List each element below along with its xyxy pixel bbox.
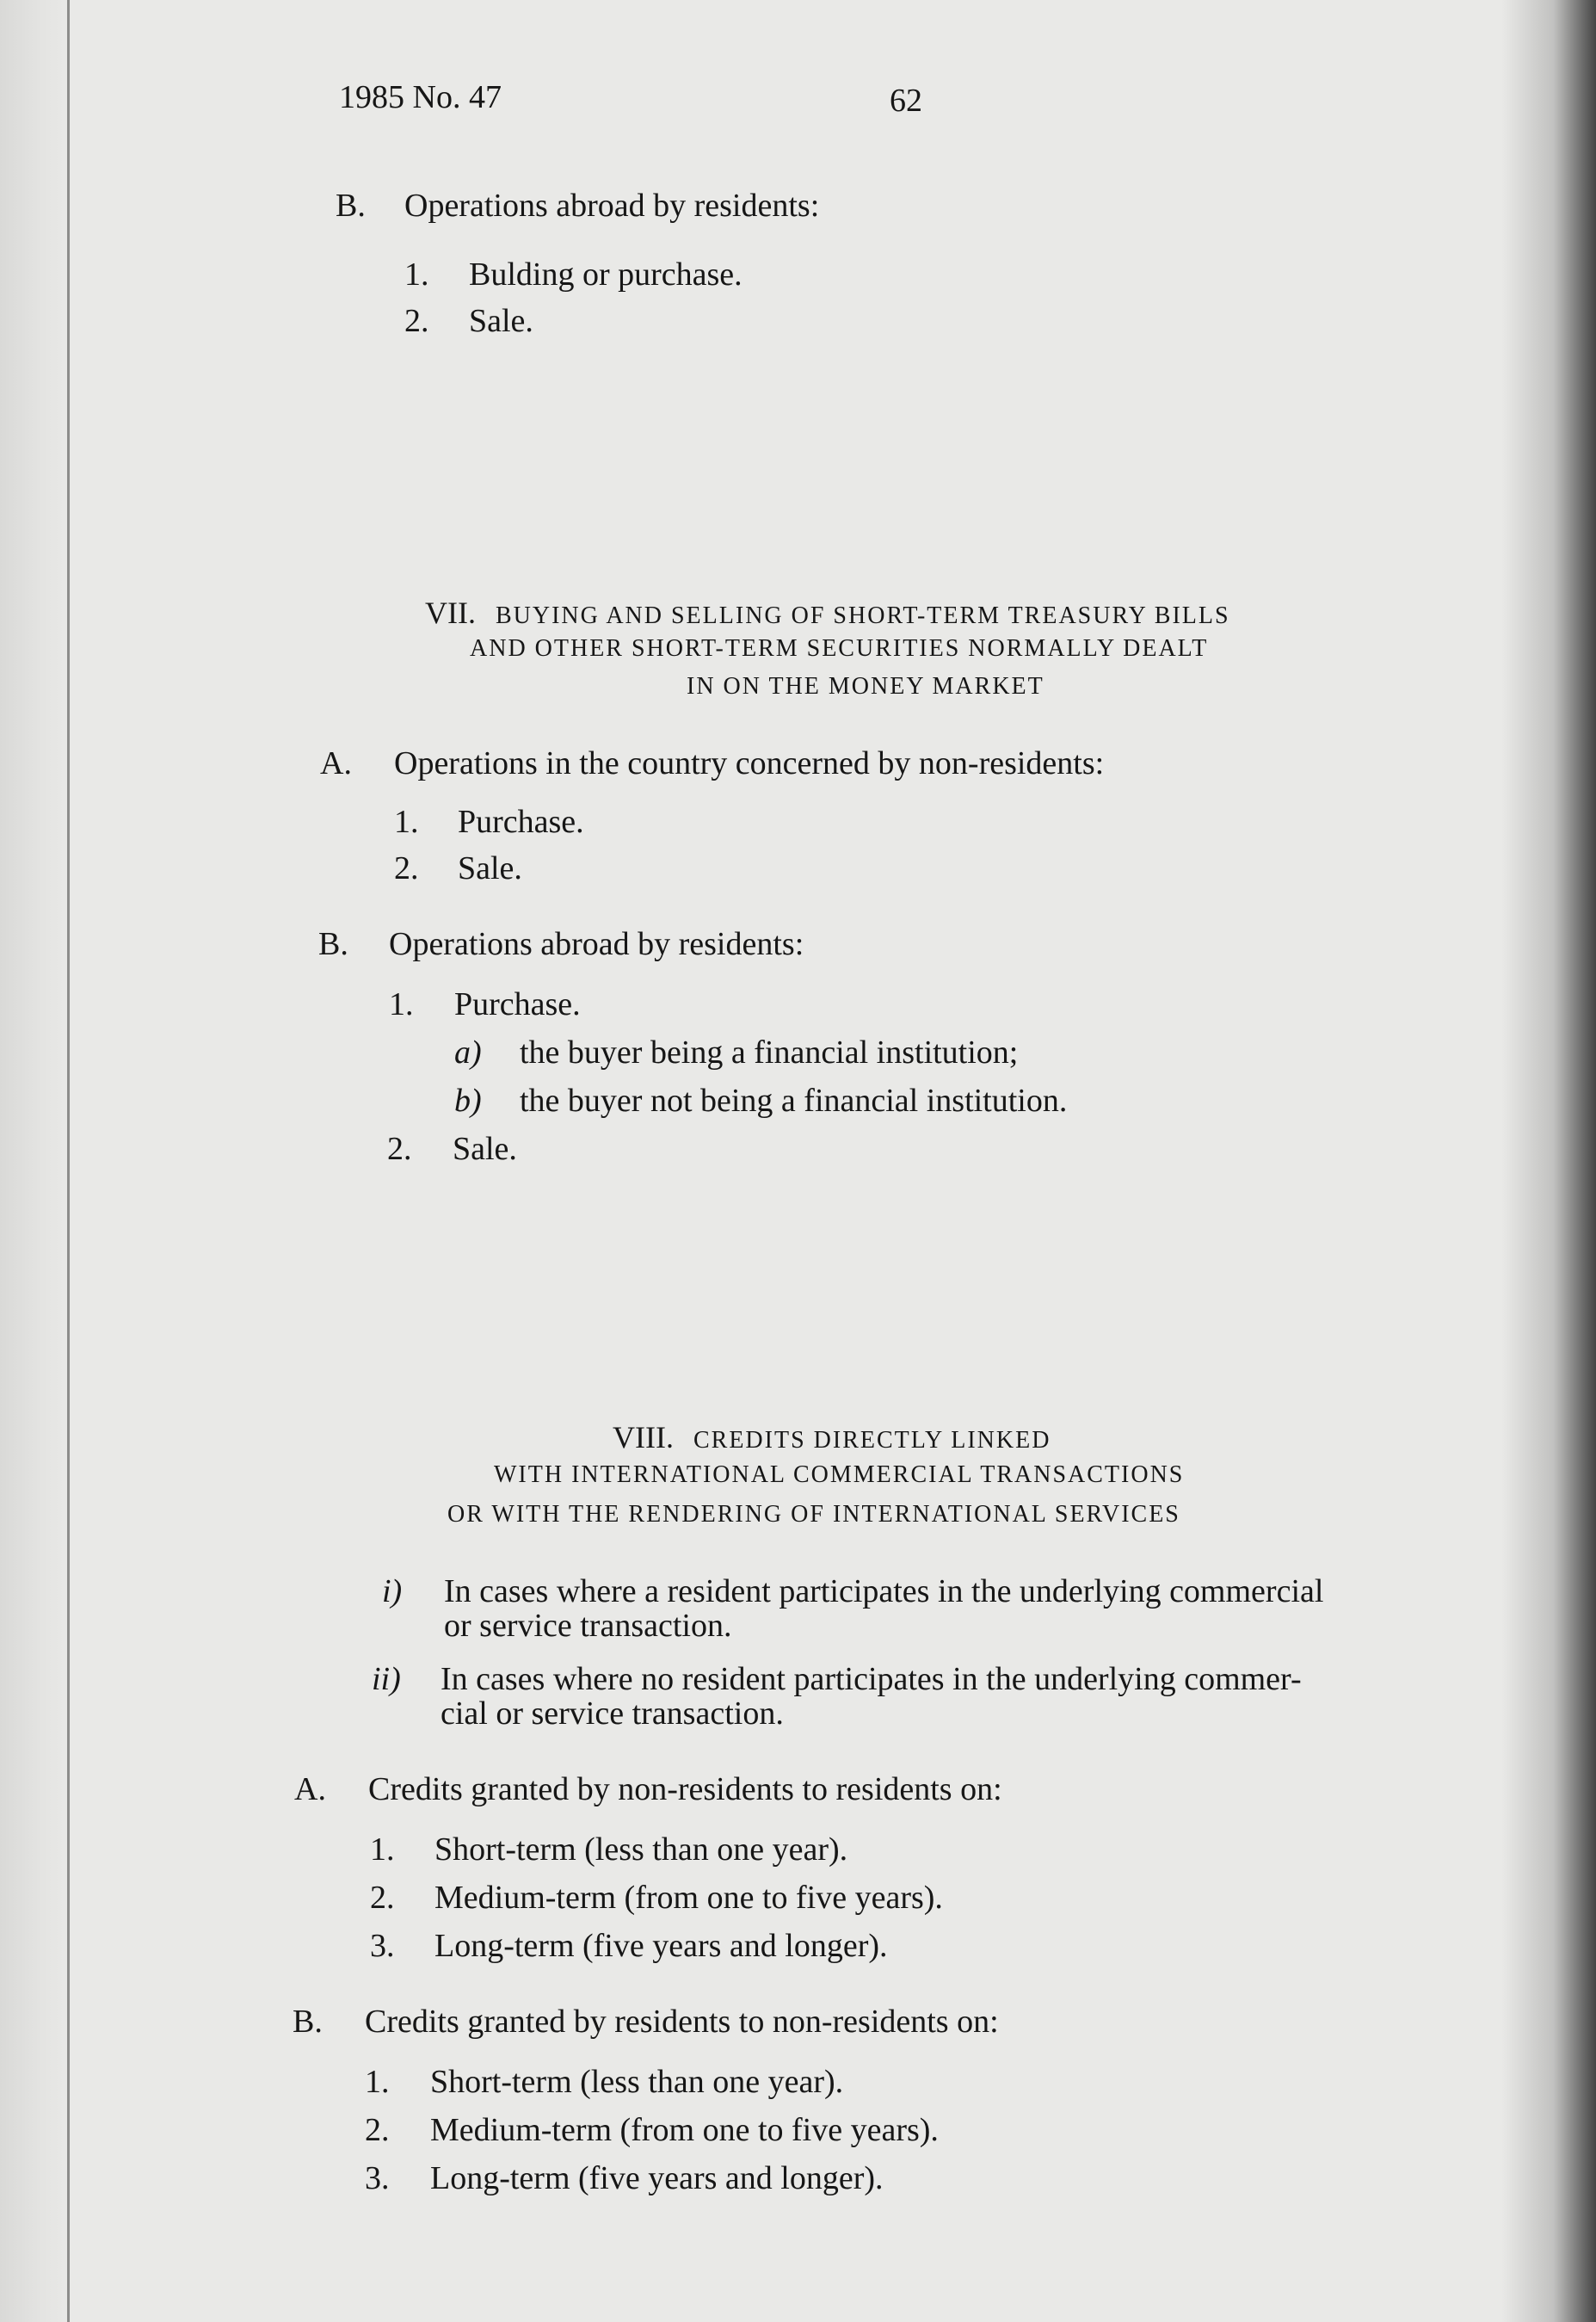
section-vii-title-line3: IN ON THE MONEY MARKET [687,673,1044,700]
case-text-line1: In cases where a resident participates in the underlying commercial [444,1573,1324,1609]
section-b-heading: Operations abroad by residents: [404,188,820,224]
list-item-number: 2. [365,2112,390,2148]
page-binding [0,0,71,2322]
section-b-letter: B. [293,2004,323,2040]
section-b-letter: B. [336,188,366,224]
sub-item: the buyer being a financial institution; [520,1034,1019,1071]
list-item-number: 1. [404,256,429,293]
sub-item-letter: a) [454,1034,482,1071]
list-item: Short-term (less than one year). [430,2064,844,2100]
section-b-heading: Operations abroad by residents: [389,926,804,962]
binding-edge-line [67,0,70,2322]
section-b-heading: Credits granted by residents to non-residents on: [365,2004,999,2040]
case-text-line2: cial or service transaction. [441,1695,784,1732]
section-vii-roman: VII. [425,596,476,630]
list-item-number: 3. [365,2160,390,2196]
section-viii-title-line1: CREDITS DIRECTLY LINKED [693,1427,1051,1454]
section-vii-title-line1: BUYING AND SELLING OF SHORT-TERM TREASURY BILLS [495,602,1230,629]
case-marker [372,1663,401,1695]
list-item: Purchase. [458,804,584,840]
page-number: 62 [890,83,922,119]
case-marker-letter: i) [382,1573,403,1609]
act-reference: 1985 No. 47 [339,79,502,115]
list-item: Bulding or purchase. [469,256,743,293]
section-vii-title-line2: AND OTHER SHORT-TERM SECURITIES NORMALLY DEALT [470,635,1209,662]
list-item: Sale. [469,303,533,339]
list-item: Long-term (five years and longer). [434,1928,888,1964]
section-viii-heading-line1 [613,1422,1051,1453]
section-viii-roman: VIII. [613,1420,674,1454]
case-text-line2: or service transaction. [444,1608,732,1644]
sub-item: the buyer not being a financial institution. [520,1083,1068,1119]
list-item-number: 2. [404,303,429,339]
section-a-heading: Operations in the country concerned by non-residents: [394,745,1105,781]
list-item-number: 2. [394,850,419,886]
list-item-number: 3. [370,1928,395,1964]
section-a-letter: A. [294,1771,326,1807]
section-viii-title-line3: OR WITH THE RENDERING OF INTERNATIONAL SERVICES [447,1501,1180,1528]
list-item-number: 1. [370,1831,395,1868]
case-marker [382,1575,402,1608]
section-a-heading: Credits granted by non-residents to residents on: [368,1771,1002,1807]
list-item-number: 1. [394,804,419,840]
section-a-letter: A. [320,745,352,781]
list-item: Sale. [458,850,522,886]
list-item-number: 1. [365,2064,390,2100]
section-b-letter: B. [318,926,348,962]
list-item: Medium-term (from one to five years). [434,1880,943,1916]
case-text-line1: In cases where no resident participates in the underlying commer- [441,1661,1302,1697]
sub-item-marker [454,1084,482,1117]
list-item: Medium-term (from one to five years). [430,2112,939,2148]
list-item-number: 1. [389,986,414,1022]
list-item: Short-term (less than one year). [434,1831,848,1868]
sub-item-marker [454,1036,482,1069]
case-marker-letter: ii) [372,1661,401,1697]
list-item: Purchase. [454,986,581,1022]
sub-item-letter: b) [454,1083,482,1119]
section-viii-title-line2: WITH INTERNATIONAL COMMERCIAL TRANSACTIONS [494,1461,1185,1488]
page-edge-shadow [1501,0,1596,2322]
section-vii-heading-line1 [425,597,1230,628]
list-item-number: 2. [370,1880,395,1916]
list-item-number: 2. [387,1131,412,1167]
list-item: Long-term (five years and longer). [430,2160,884,2196]
list-item: Sale. [453,1131,517,1167]
